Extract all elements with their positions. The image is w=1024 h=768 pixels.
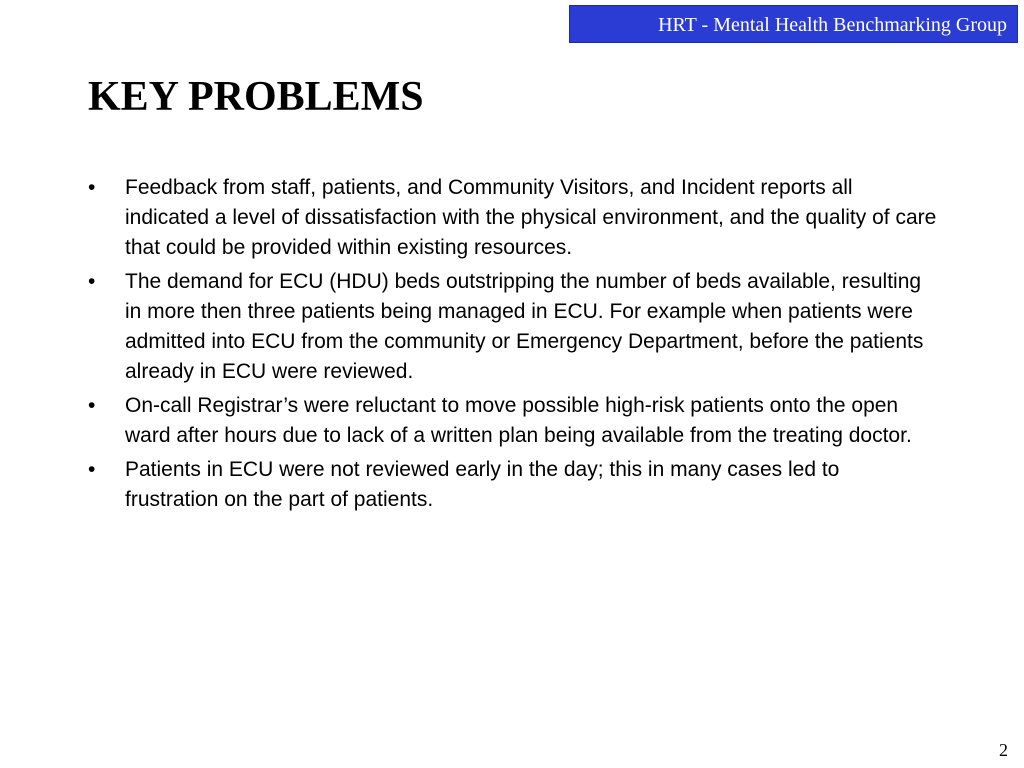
bullet-marker: • bbox=[88, 270, 96, 293]
bullet-item bbox=[88, 391, 938, 451]
page-number: 2 bbox=[999, 740, 1008, 760]
bullet-text: Patients in ECU were not reviewed early in the day; this in many cases led to frustration on the part of patients. bbox=[125, 458, 840, 511]
bullet-text: Feedback from staff, patients, and Community Visitors, and Incident reports all indicated a level of dissatisfaction with the physical environment, and the quality of care that could be provided within existing resources. bbox=[125, 176, 937, 259]
bullet-text: On-call Registrar’s were reluctant to move possible high-risk patients onto the open ward after hours due to lack of a written plan being available from the treating doctor. bbox=[125, 394, 912, 447]
bullet-item bbox=[88, 173, 938, 263]
bullet-item bbox=[88, 455, 938, 515]
bullet-item bbox=[88, 267, 938, 387]
bullet-list bbox=[88, 173, 938, 519]
header-banner: HRT - Mental Health Benchmarking Group bbox=[569, 5, 1018, 43]
bullet-marker: • bbox=[88, 458, 96, 481]
page-title: KEY PROBLEMS bbox=[88, 74, 424, 120]
bullet-marker: • bbox=[88, 176, 96, 199]
bullet-marker: • bbox=[88, 394, 96, 417]
bullet-text: The demand for ECU (HDU) beds outstripping the number of beds available, resulting in more then three patients being managed in ECU. For example when patients were admitted into ECU from the community or Emergency Department, before the patients already in ECU were reviewed. bbox=[125, 270, 924, 383]
